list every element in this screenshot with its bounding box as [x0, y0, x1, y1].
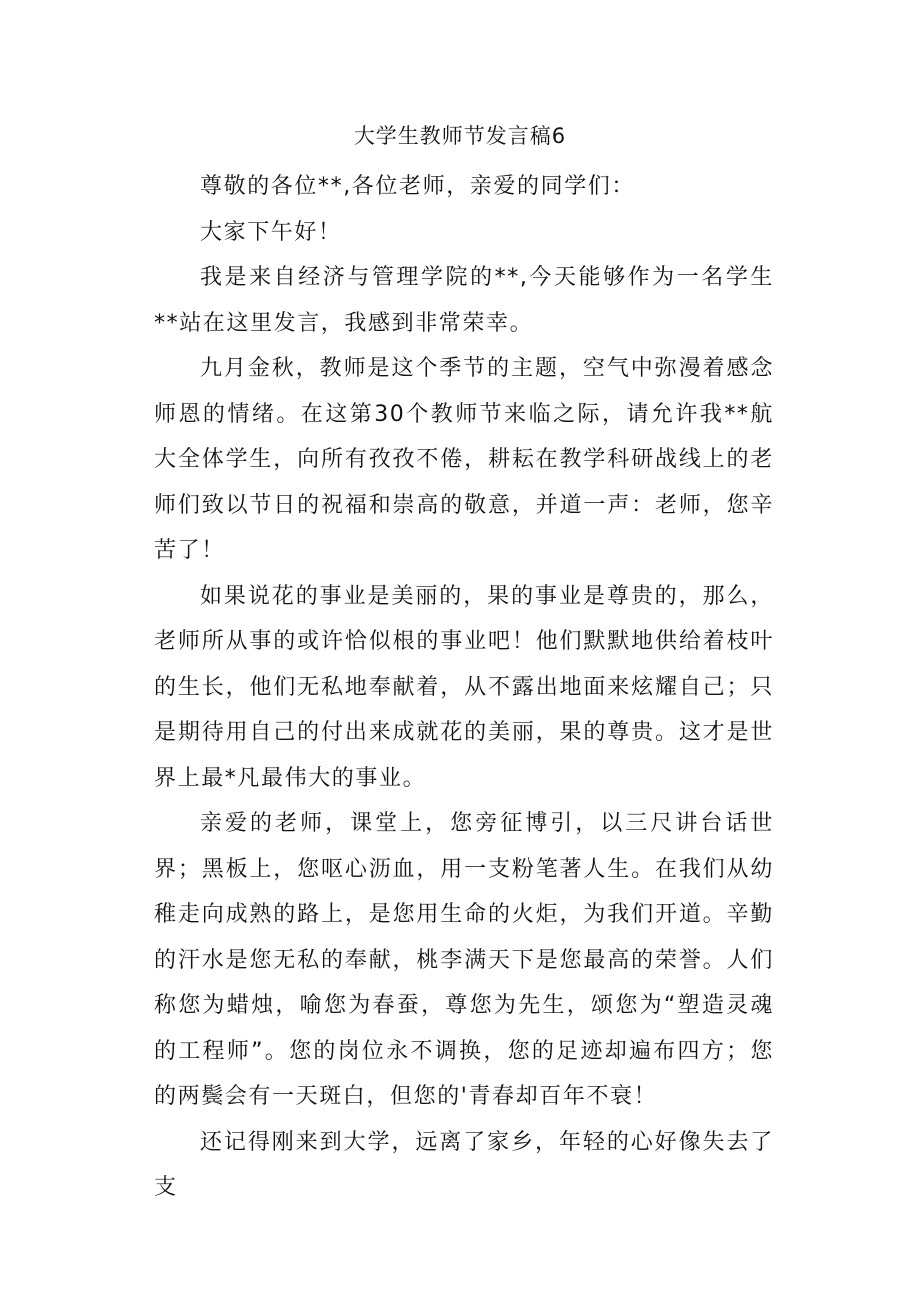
- document-body: [154, 164, 774, 1211]
- paragraph-root-metaphor: 如果说花的事业是美丽的，果的事业是尊贵的，那么，老师所从事的或许恰似根的事业吧！他们默默地供给着枝叶的生长，他们无私地奉献着，从不露出地面来炫耀自己；只是期待用自己的付出来成就花的美丽，果的尊贵。这才是世界上最*凡最伟大的事业。: [154, 583, 774, 791]
- paragraph-salutation: 尊敬的各位**,各位老师，亲爱的同学们：: [200, 174, 635, 199]
- document-title: 大学生教师节发言稿6: [353, 124, 567, 148]
- paragraph-greeting: 大家下午好！: [200, 219, 342, 245]
- paragraph-autumn-tribute: 九月金秋，教师是这个季节的主题，空气中弥漫着感念师恩的情绪。在这第30个教师节来临之际，请允许我**航大全体学生，向所有孜孜不倦，耕耘在教学科研战线上的老师们致以节日的祝福和崇高的敬意，并道一声：老师，您辛苦了！: [154, 356, 774, 563]
- paragraph-memory: 还记得刚来到大学，远离了家乡，年轻的心好像失去了支: [154, 1129, 774, 1200]
- paragraph-introduction: 我是来自经济与管理学院的**,今天能够作为一名学生**站在这里发言，我感到非常荣幸。: [154, 265, 774, 336]
- paragraph-dear-teacher: 亲爱的老师，课堂上，您旁征博引，以三尺讲台话世界；黑板上，您呕心沥血，用一支粉笔著人生。在我们从幼稚走向成熟的路上，是您用生命的火炬，为我们开道。辛勤的汗水是您无私的奉献，桃李满天下是您最高的荣誉。人们称您为蜡烛，喻您为春蚕，尊您为先生，颂您为“塑造灵魂的工程师”。您的岗位永不调换，您的足迹却遍布四方；您的两鬓会有一天斑白，但您的'青春却百年不衰！: [154, 811, 774, 1109]
